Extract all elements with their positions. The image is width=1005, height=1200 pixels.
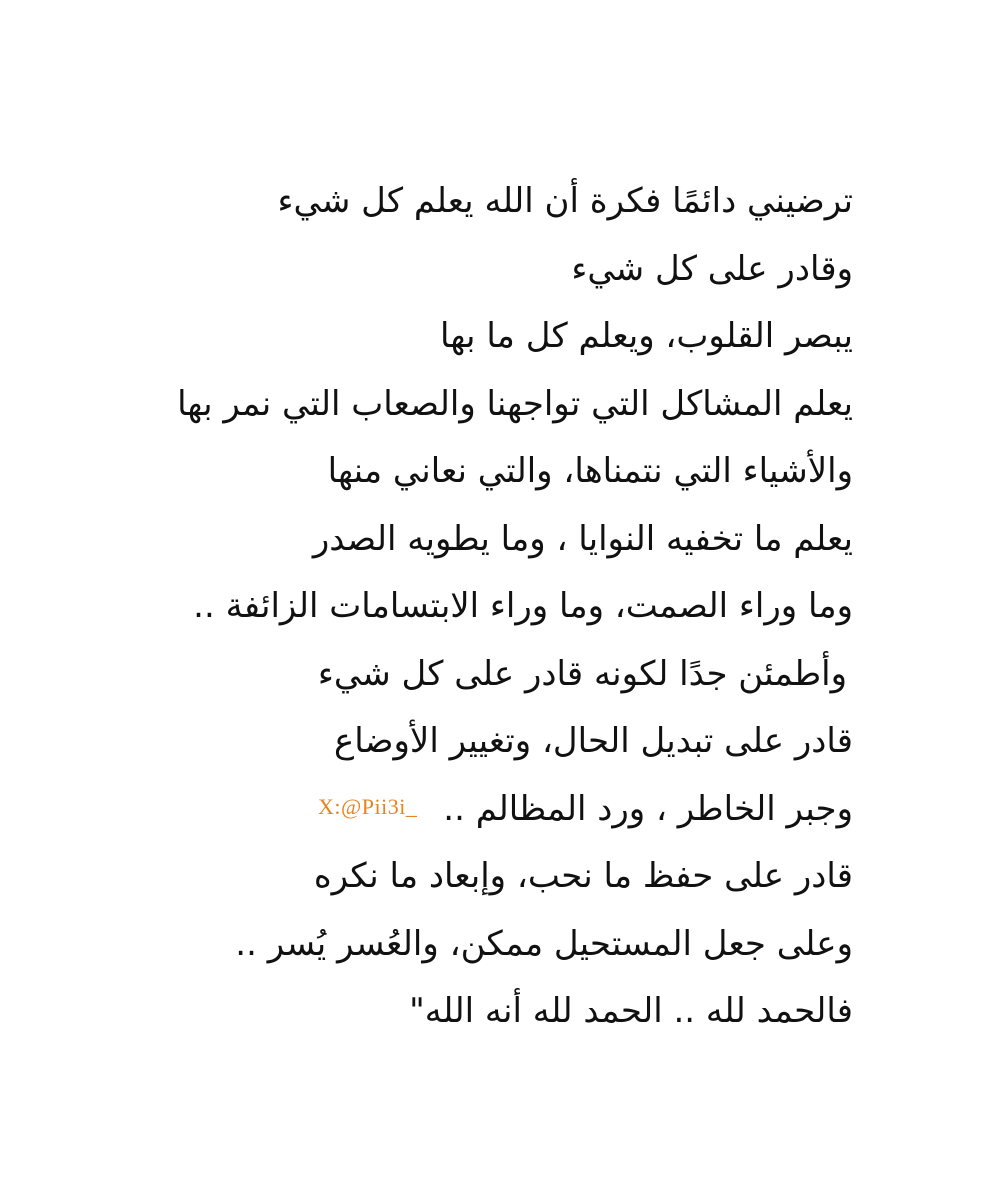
poem-line: وعلى جعل المستحيل ممكن، والعُسر يُسر .. [235, 923, 853, 964]
poem-text [177, 168, 853, 1046]
poem-line: وقادر على كل شيء [571, 248, 853, 289]
poem-line: يعلم ما تخفيه النوايا ، وما يطويه الصدر [312, 518, 853, 559]
poem-line: والأشياء التي نتمناها، والتي نعاني منها [327, 451, 853, 491]
poem-line: قادر على تبديل الحال، وتغيير الأوضاع [334, 721, 853, 761]
poem-line: قادر على حفظ ما نحب، وإبعاد ما نكره [313, 856, 853, 896]
poem-line: ترضيني دائمًا فكرة أن الله يعلم كل شيء [277, 181, 853, 221]
poem-line: يعلم المشاكل التي تواجهنا والصعاب التي نمر بها [177, 383, 853, 424]
author-handle-watermark: X:@Pii3i_ [318, 794, 418, 819]
poem-line: وأطمئن جدًا لكونه قادر على كل شيء [317, 653, 847, 694]
poem-line: وجبر الخاطر ، ورد المظالم .. [443, 788, 853, 829]
poem-line: يبصر القلوب، ويعلم كل ما بها [440, 316, 853, 356]
poem-line: وما وراء الصمت، وما وراء الابتسامات الزائفة .. [193, 586, 853, 626]
poem-line: فالحمد لله .. الحمد لله أنه الله" [409, 991, 853, 1031]
